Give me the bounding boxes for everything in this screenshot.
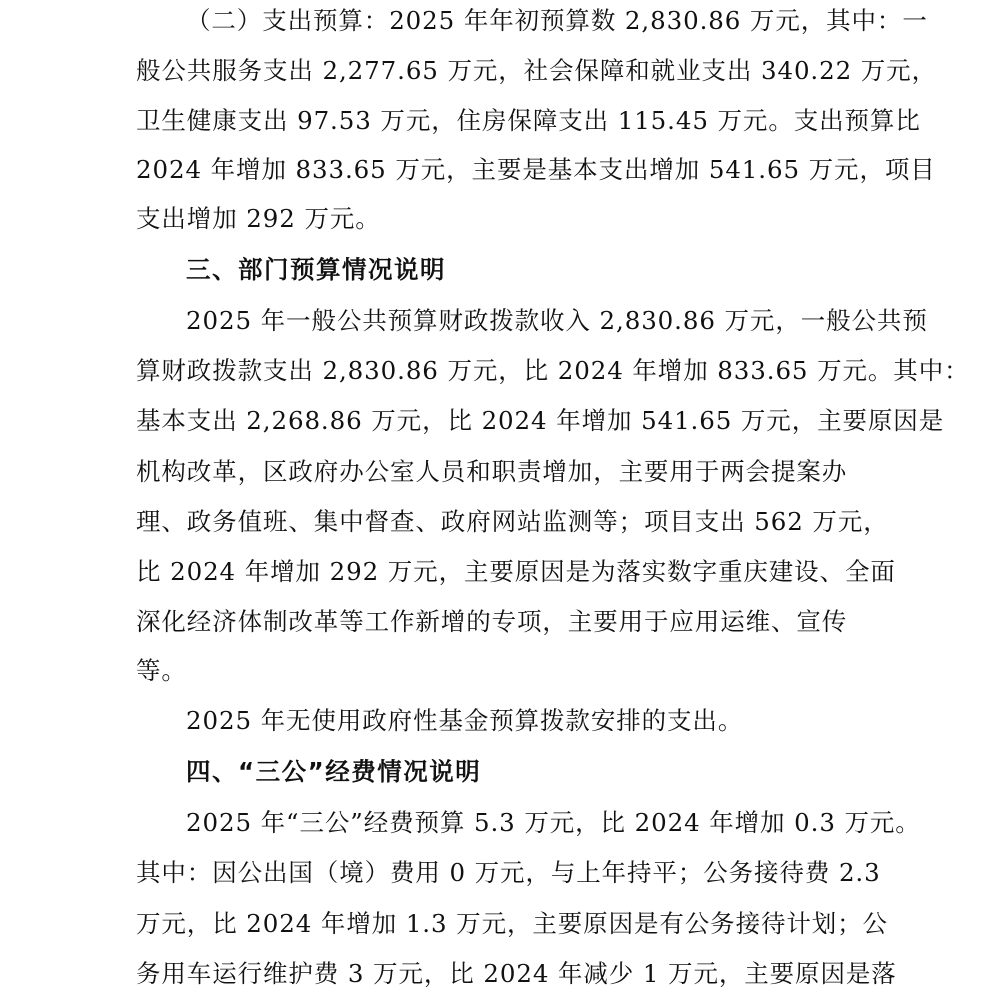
paragraph-line: 其中：因公出国（境）费用 0 万元，与上年持平；公务接待费 2.3 bbox=[136, 858, 881, 887]
paragraph-line: 深化经济体制改革等工作新增的专项，主要用于应用运维、宣传 bbox=[136, 607, 848, 636]
paragraph-line: 理、政务值班、集中督查、政府网站监测等；项目支出 562 万元， bbox=[136, 507, 889, 536]
paragraph-line: 2025 年一般公共预算财政拨款收入 2,830.86 万元，一般公共预 bbox=[186, 306, 928, 335]
paragraph-line: 比 2024 年增加 292 万元，主要原因是为落实数字重庆建设、全面 bbox=[136, 557, 896, 586]
paragraph-line: 2025 年无使用政府性基金预算拨款安排的支出。 bbox=[186, 706, 744, 735]
paragraph-line: 2025 年“三公”经费预算 5.3 万元，比 2024 年增加 0.3 万元。 bbox=[186, 808, 921, 837]
paragraph-line: 卫生健康支出 97.53 万元，住房保障支出 115.45 万元。支出预算比 bbox=[136, 106, 921, 135]
paragraph-line: 等。 bbox=[136, 656, 187, 685]
paragraph-line: 2024 年增加 833.65 万元，主要是基本支出增加 541.65 万元，项目 bbox=[136, 155, 936, 184]
paragraph-line: 务用车运行维护费 3 万元，比 2024 年减少 1 万元，主要原因是落 bbox=[136, 959, 897, 988]
paragraph-line: （二）支出预算：2025 年年初预算数 2,830.86 万元，其中：一 bbox=[186, 6, 928, 35]
paragraph-line: 支出增加 292 万元。 bbox=[136, 204, 381, 233]
paragraph-line: 算财政拨款支出 2,830.86 万元，比 2024 年增加 833.65 万元。其中： bbox=[136, 356, 970, 385]
paragraph-line: 万元，比 2024 年增加 1.3 万元，主要原因是有公务接待计划；公 bbox=[136, 909, 888, 938]
paragraph-line: 般公共服务支出 2,277.65 万元，社会保障和就业支出 340.22 万元， bbox=[136, 56, 937, 85]
section-heading-budget: 三、部门预算情况说明 bbox=[186, 255, 446, 284]
paragraph-line: 基本支出 2,268.86 万元，比 2024 年增加 541.65 万元，主要原因是 bbox=[136, 406, 945, 435]
paragraph-line: 机构改革，区政府办公室人员和职责增加，主要用于两会提案办 bbox=[136, 457, 848, 486]
section-heading-three-public: 四、“三公”经费情况说明 bbox=[186, 757, 482, 786]
